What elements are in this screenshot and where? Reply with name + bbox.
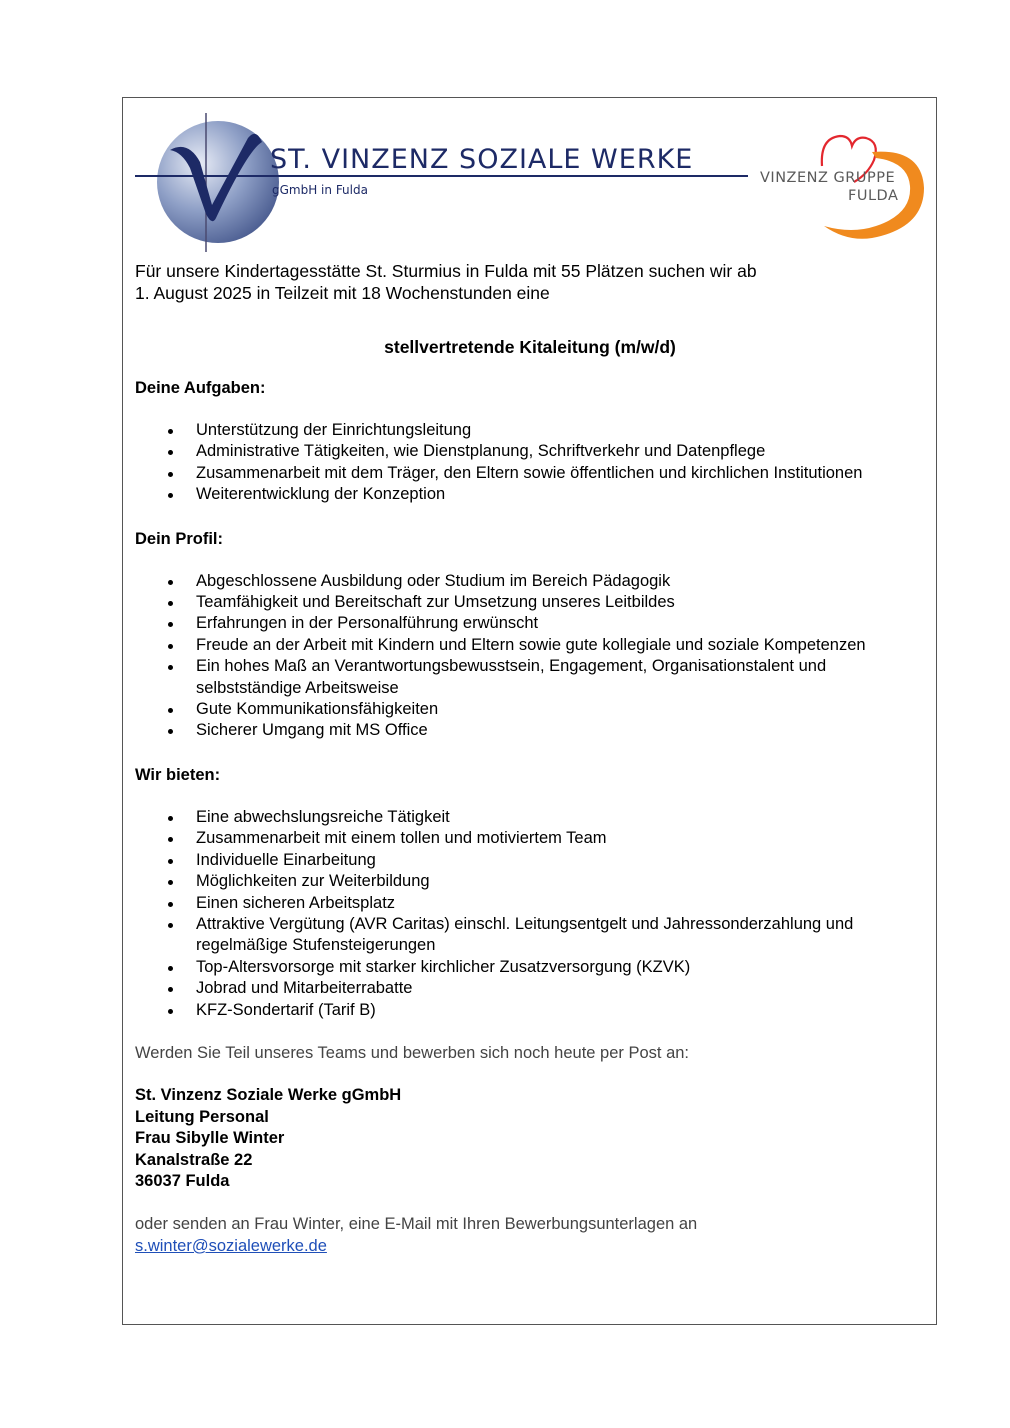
intro-line-1: Für unsere Kindertagesstätte St. Sturmius in Fulda mit 55 Plätzen suchen wir ab bbox=[135, 261, 757, 281]
gruppe-line1-text: VINZENZ GRUPPE bbox=[760, 170, 896, 186]
list-item: Erfahrungen in der Personalführung erwünscht bbox=[196, 613, 925, 634]
aufgaben-list bbox=[135, 420, 925, 506]
address-org: St. Vinzenz Soziale Werke gGmbH bbox=[135, 1086, 402, 1105]
bieten-heading: Wir bieten: bbox=[135, 765, 221, 784]
address-street: Kanalstraße 22 bbox=[135, 1150, 253, 1169]
list-item: Individuelle Einarbeitung bbox=[196, 850, 925, 871]
list-item: Gute Kommunikationsfähigkeiten bbox=[196, 699, 925, 720]
list-item: KFZ-Sondertarif (Tarif B) bbox=[196, 1000, 925, 1021]
address-dept: Leitung Personal bbox=[135, 1107, 269, 1126]
list-item: Freude an der Arbeit mit Kindern und Eltern sowie gute kollegiale und soziale Kompetenzen bbox=[196, 635, 925, 656]
job-title: stellvertretende Kitaleitung (m/w/d) bbox=[384, 337, 676, 357]
list-item: Abgeschlossene Ausbildung oder Studium im Bereich Pädagogik bbox=[196, 571, 925, 592]
bieten-list bbox=[135, 807, 925, 1021]
list-item: Eine abwechslungsreiche Tätigkeit bbox=[196, 807, 925, 828]
st-vinzenz-logo bbox=[130, 110, 750, 255]
profil-list bbox=[135, 571, 925, 742]
vinzenz-gruppe-logo bbox=[752, 128, 932, 243]
job-posting bbox=[135, 260, 925, 1257]
gruppe-line2-text: FULDA bbox=[848, 188, 899, 204]
address-city: 36037 Fulda bbox=[135, 1171, 230, 1190]
org-sub-text: gGmbH in Fulda bbox=[272, 183, 368, 197]
list-item: Jobrad und Mitarbeiterrabatte bbox=[196, 978, 925, 999]
profil-heading: Dein Profil: bbox=[135, 529, 224, 548]
list-item: Weiterentwicklung der Konzeption bbox=[196, 484, 925, 505]
list-item: Unterstützung der Einrichtungsleitung bbox=[196, 420, 925, 441]
list-item: Zusammenarbeit mit einem tollen und motiviertem Team bbox=[196, 828, 925, 849]
list-item: Ein hohes Maß an Verantwortungsbewusstsein, Engagement, Organisationstalent und selbstständige Arbeitsweise bbox=[196, 656, 925, 699]
address-block bbox=[135, 1085, 925, 1192]
list-item: Administrative Tätigkeiten, wie Dienstplanung, Schriftverkehr und Datenpflege bbox=[196, 441, 925, 462]
email-intro: oder senden an Frau Winter, eine E-Mail mit Ihren Bewerbungsunterlagen an bbox=[135, 1215, 698, 1234]
list-item: Top-Altersvorsorge mit starker kirchlicher Zusatzversorgung (KZVK) bbox=[196, 957, 925, 978]
list-item: Teamfähigkeit und Bereitschaft zur Umsetzung unseres Leitbildes bbox=[196, 592, 925, 613]
address-person: Frau Sibylle Winter bbox=[135, 1129, 285, 1148]
list-item: Möglichkeiten zur Weiterbildung bbox=[196, 871, 925, 892]
aufgaben-heading: Deine Aufgaben: bbox=[135, 379, 266, 397]
email-link[interactable]: s.winter@sozialewerke.de bbox=[135, 1236, 327, 1255]
list-item: Zusammenarbeit mit dem Träger, den Eltern sowie öffentlichen und kirchlichen Institutionen bbox=[196, 463, 925, 484]
list-item: Einen sicheren Arbeitsplatz bbox=[196, 893, 925, 914]
call-to-action: Werden Sie Teil unseres Teams und bewerben sich noch heute per Post an: bbox=[135, 1043, 690, 1062]
list-item: Sicherer Umgang mit MS Office bbox=[196, 720, 925, 741]
intro-line-2: 1. August 2025 in Teilzeit mit 18 Wochenstunden eine bbox=[135, 283, 550, 303]
list-item: Attraktive Vergütung (AVR Caritas) einschl. Leitungsentgelt und Jahressonderzahlung und regelmäßige Stufensteigerungen bbox=[196, 914, 925, 957]
org-name-text: ST. VINZENZ SOZIALE WERKE bbox=[270, 144, 694, 175]
